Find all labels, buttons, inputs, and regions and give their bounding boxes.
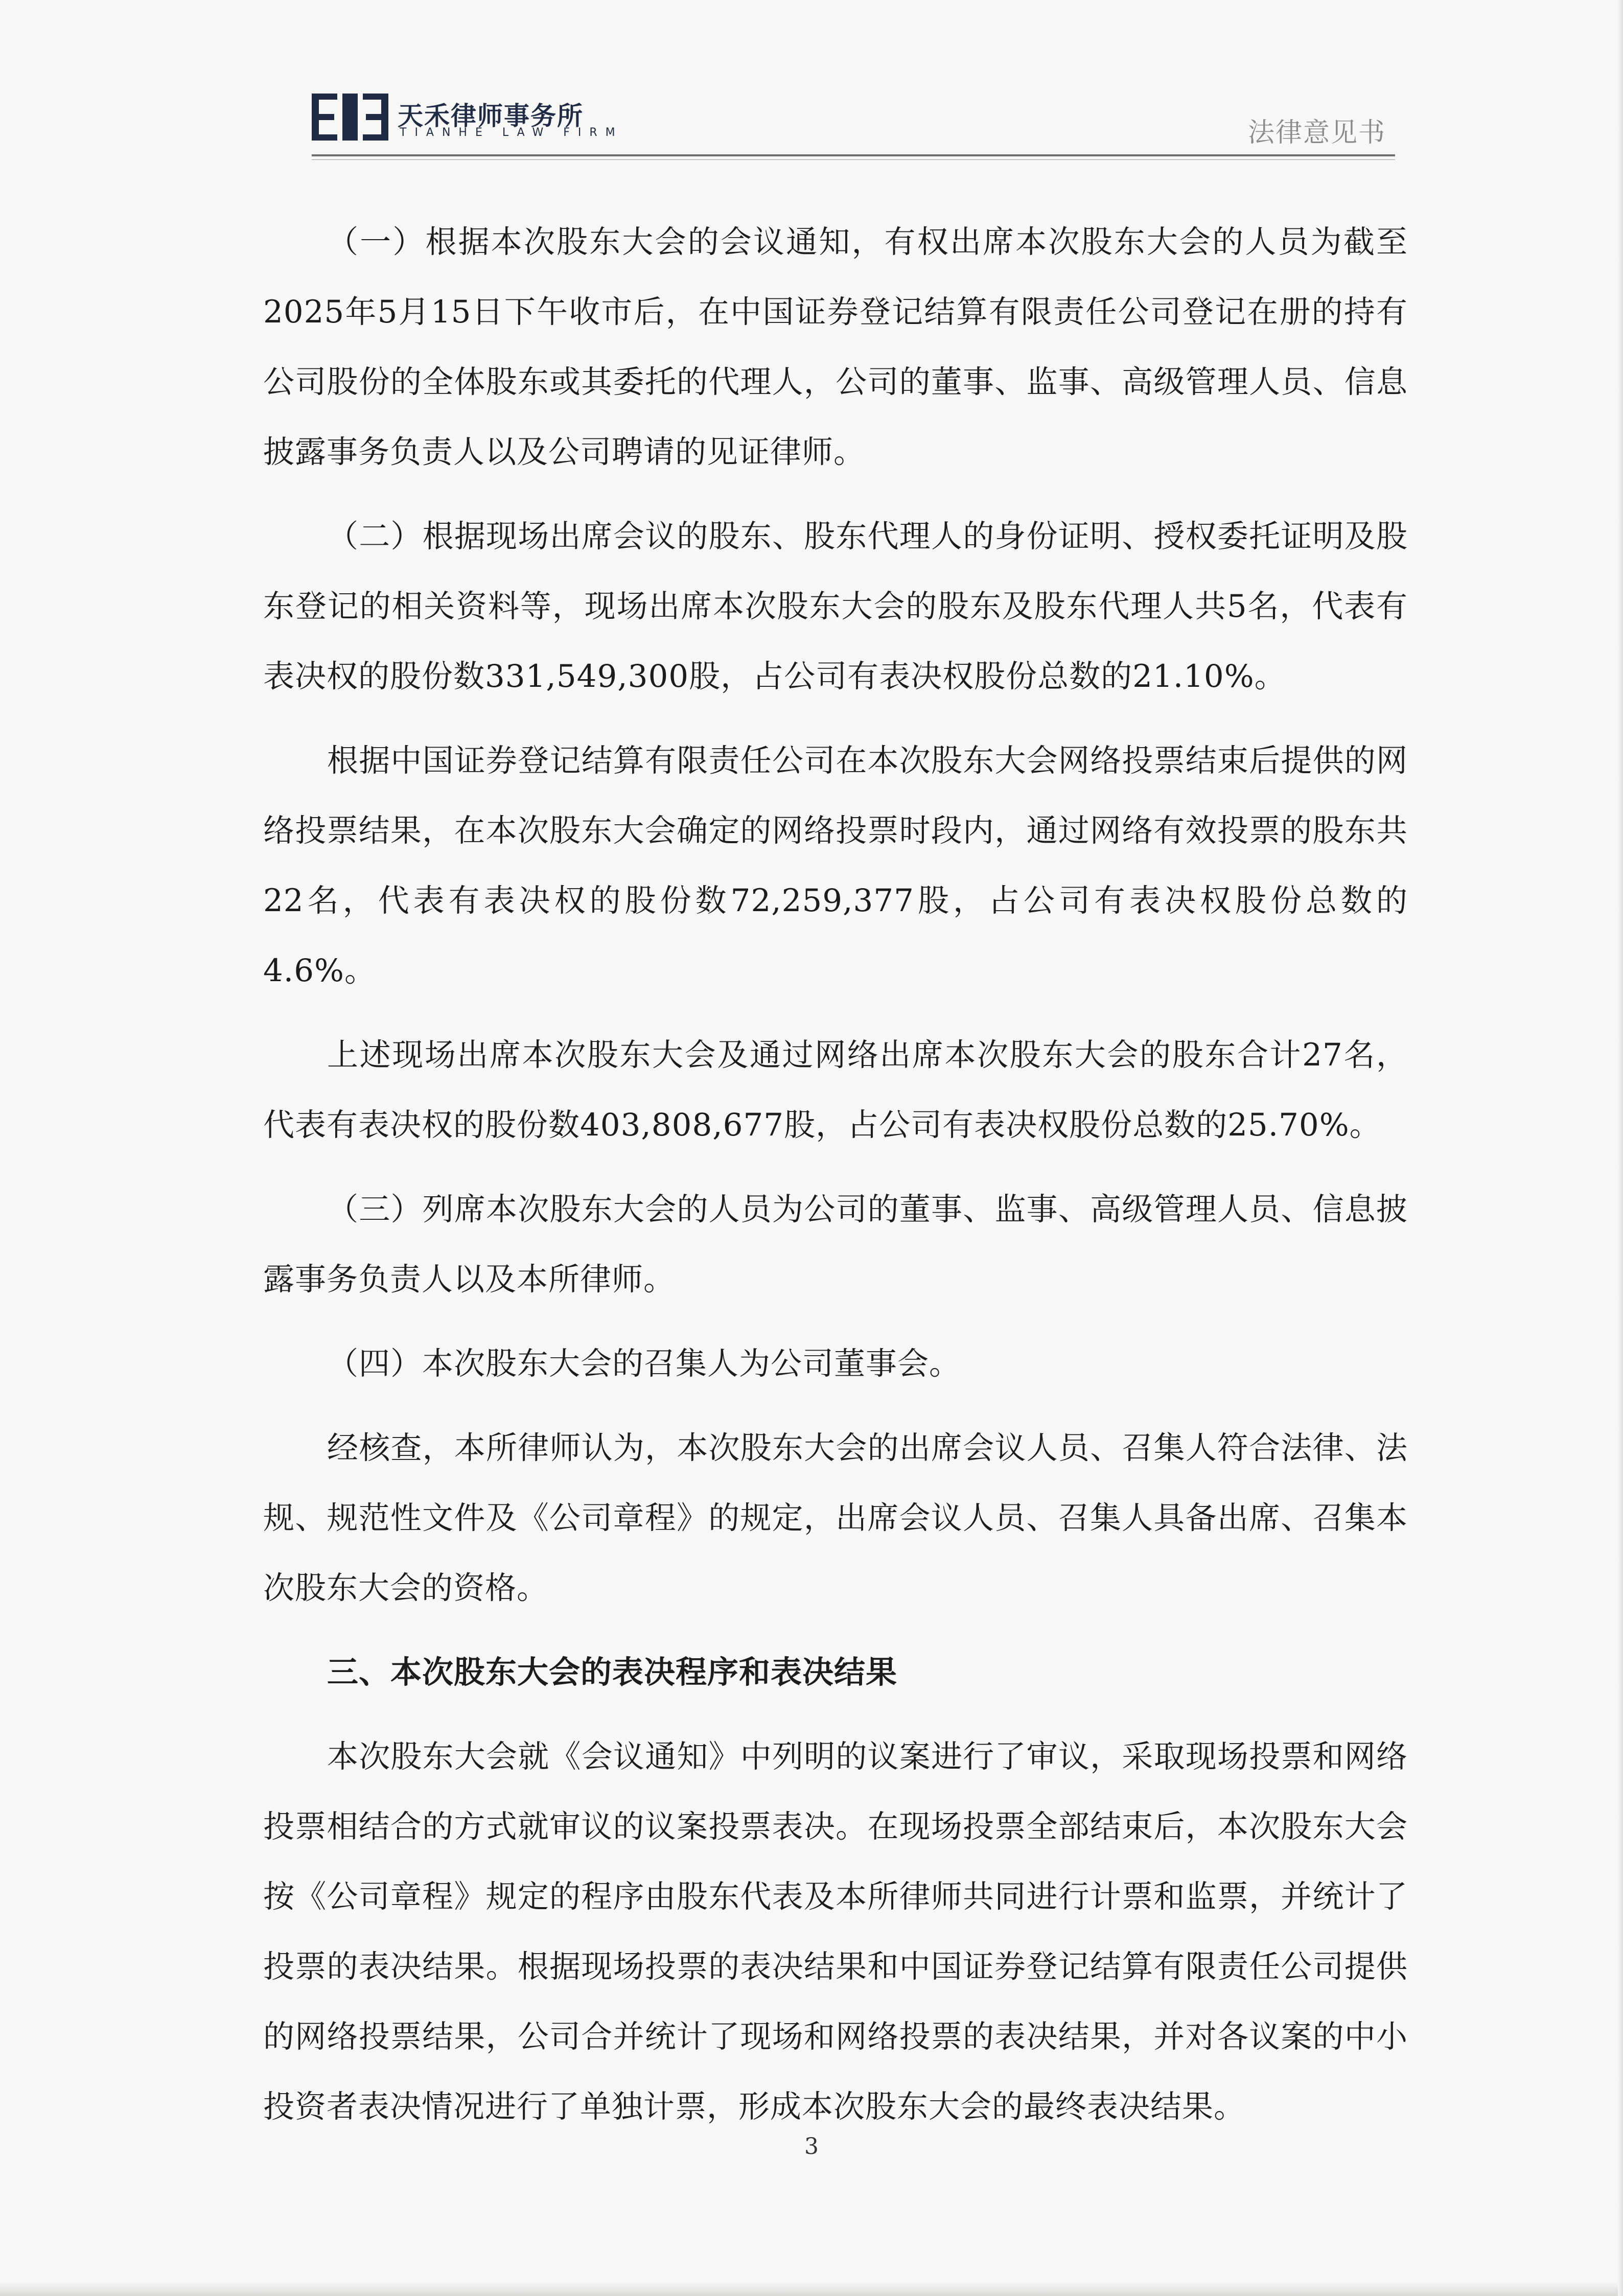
- section-heading-voting: 三、本次股东大会的表决程序和表决结果: [327, 1654, 898, 1690]
- paragraph-verification-conclusion: 经核查，本所律师认为，本次股东大会的出席会议人员、召集人符合法律、法规、规范性文件及《公司章程》的规定，出席会议人员、召集人具备出席、召集本次股东大会的资格。: [263, 1430, 1408, 1606]
- document-body: [263, 207, 1408, 2156]
- paragraph-attendance-total: 上述现场出席本次股东大会及通过网络出席本次股东大会的股东合计27名，代表有表决权的股份数403,808,677股，占公司有表决权股份总数的25.70%。: [263, 1037, 1408, 1143]
- header-divider-thin: [312, 159, 1395, 160]
- paragraph-online-voting: 根据中国证券登记结算有限责任公司在本次股东大会网络投票结束后提供的网络投票结果，在本次股东大会确定的网络投票时段内，通过网络有效投票的股东共22名，代表有表决权的股份数72,259,377股，占公司有表决权股份总数的4.6%。: [263, 743, 1408, 989]
- paragraph-onsite-attendance: （二）根据现场出席会议的股东、股东代理人的身份证明、授权委托证明及股东登记的相关资料等，现场出席本次股东大会的股东及股东代理人共5名，代表有表决权的股份数331,549,300股，占公司有表决权股份总数的21.10%。: [263, 518, 1408, 694]
- scan-edge: [0, 2282, 1623, 2296]
- firm-logo-icon: [312, 94, 388, 141]
- paragraph-voting-procedure: 本次股东大会就《会议通知》中列明的议案进行了审议，采取现场投票和网络投票相结合的方式就审议的议案投票表决。在现场投票全部结束后，本次股东大会按《公司章程》规定的程序由股东代表及本所律师共同进行计票和监票，并统计了投票的表决结果。根据现场投票的表决结果和中国证券登记结算有限责任公司提供的网络投票结果，公司合并统计了现场和网络投票的表决结果，并对各议案的中小投资者表决情况进行了单独计票，形成本次股东大会的最终表决结果。: [263, 1738, 1408, 2125]
- firm-name: 天禾律师事务所: [398, 101, 584, 131]
- page-header: [312, 89, 1395, 151]
- document-type-label: 法律意见书: [1247, 118, 1386, 148]
- scan-edge-right: [1618, 0, 1623, 2296]
- paragraph-attendees-present: （三）列席本次股东大会的人员为公司的董事、监事、高级管理人员、信息披露事务负责人以及本所律师。: [263, 1191, 1408, 1297]
- header-divider: [312, 154, 1395, 156]
- firm-name-en: TIANHE LAW FIRM: [400, 126, 623, 139]
- paragraph-convener: （四）本次股东大会的召集人为公司董事会。: [327, 1346, 961, 1382]
- page-number: 3: [804, 2133, 819, 2160]
- paragraph-attendance-eligibility: （一）根据本次股东大会的会议通知，有权出席本次股东大会的人员为截至2025年5月15日下午收市后，在中国证券登记结算有限责任公司登记在册的持有公司股份的全体股东或其委托的代理人，公司的董事、监事、高级管理人员、信息披露事务负责人以及公司聘请的见证律师。: [263, 224, 1408, 470]
